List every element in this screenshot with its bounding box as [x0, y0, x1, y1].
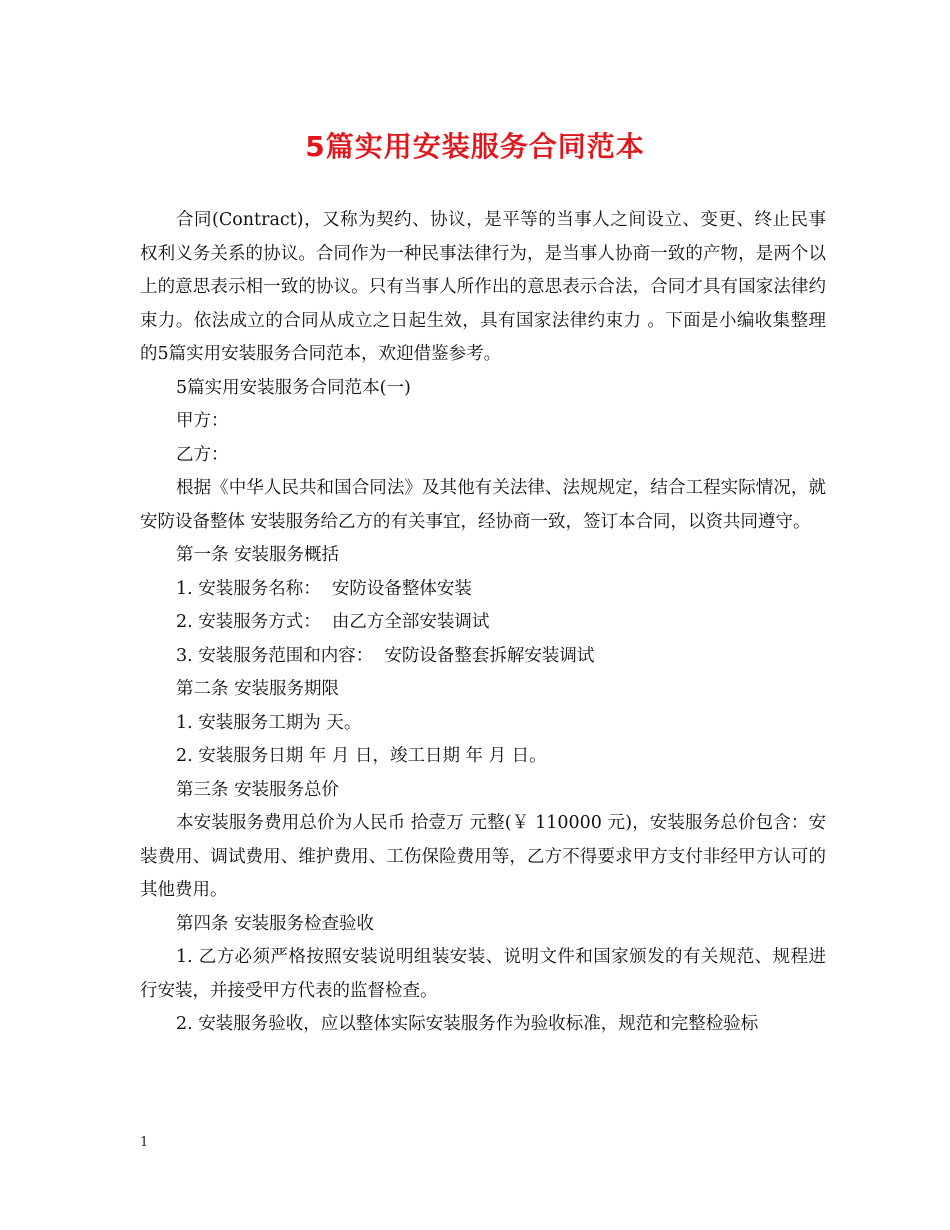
- article-4-heading: 第四条 安装服务检查验收: [176, 913, 375, 934]
- article-4-item-1: 1. 乙方必须严格按照安装说明组装安装、说明文件和国家颁发的有关规范、规程进行安装，并接受甲方代表的监督检查。: [140, 947, 826, 1001]
- article-3-heading: 第三条 安装服务总价: [176, 779, 340, 800]
- contract-heading: 5篇实用安装服务合同范本(一): [176, 377, 411, 398]
- article-2-item-1: 1. 安装服务工期为 天。: [176, 712, 362, 733]
- party-a-line: 甲方：: [176, 411, 229, 431]
- document-body: [140, 204, 832, 1042]
- article-1-item-3: 3. 安装服务范围和内容： 安防设备整套拆解安装调试: [176, 645, 595, 666]
- article-2-heading: 第二条 安装服务期限: [176, 679, 340, 699]
- intro-paragraph: 合同(Contract)，又称为契约、协议，是平等的当事人之间设立、变更、终止民事权利义务关系的协议。合同作为一种民事法律行为，是当事人协商一致的产物，是两个以上的意思表示相一致的协议。只有当事人所作出的意思表示合法，合同才具有国家法律约束力。依法成立的合同从成立之日起生效，具有国家法律约束力 。下面是小编收集整理的5篇实用安装服务合同范本，欢迎借鉴参考。: [140, 210, 826, 364]
- article-1-heading: 第一条 安装服务概括: [176, 545, 340, 565]
- article-2-item-2: 2. 安装服务日期 年 月 日，竣工日期 年 月 日。: [176, 746, 547, 766]
- article-3-paragraph: 本安装服务费用总价为人民币 拾壹万 元整(￥ 110000 元)，安装服务总价包含：安装费用、调试费用、维护费用、工伤保险费用等，乙方不得要求甲方支付非经甲方认可的其他费用。: [140, 813, 826, 900]
- article-1-item-2: 2. 安装服务方式： 由乙方全部安装调试: [176, 612, 490, 632]
- preamble-paragraph: 根据《中华人民共和国合同法》及其他有关法律、法规规定，结合工程实际情况，就 安防设备整体 安装服务给乙方的有关事宜，经协商一致，签订本合同，以资共同遵守。: [140, 478, 832, 532]
- article-1-item-1: 1. 安装服务名称： 安防设备整体安装: [176, 578, 472, 599]
- page-number: 1: [140, 1135, 149, 1150]
- document-title: 5篇实用安装服务合同范本: [305, 130, 645, 163]
- party-b-line: 乙方：: [176, 444, 229, 465]
- article-4-item-2: 2. 安装服务验收，应以整体实际安装服务作为验收标准，规范和完整检验标: [176, 1014, 759, 1034]
